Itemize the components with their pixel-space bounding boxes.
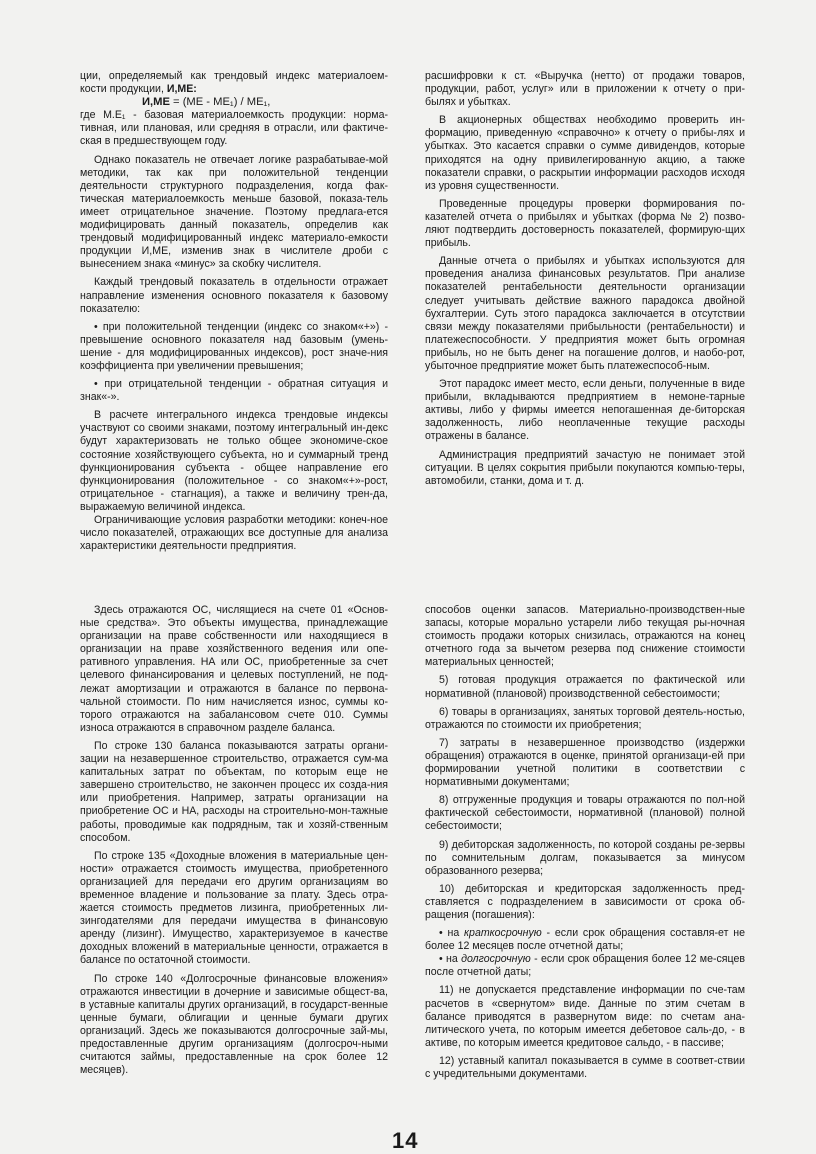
paragraph: Ограничивающие условия разработки методики: конеч-ное число показателей, отражающих все доступные для анализа характеристики деятельности предприятия. [80, 514, 388, 553]
paragraph: Данные отчета о прибылях и убытках используются для проведения анализа финансовых результатов. При анализе показателей рентабельности деятельности организации следует учитывать действие важного парадокса двойной бухгалтерии. Суть этого парадокса заключается в отсутствии связи между показателями прибыльности (рентабельности) и платежеспособности. У предприятия может быть огромная прибыль, но не быть денег на погашение долгов, и наобо-рот, убыточное предприятие может быть платежеспособ-ным. [425, 255, 745, 372]
list-item: 8) отгруженные продукция и товары отражаются по пол-ной фактической себестоимости, нормативной (плановой) полной себестоимости; [425, 794, 745, 833]
list-item: 9) дебиторская задолженность, по которой созданы ре-зервы по сомнительным долгам, показывается за минусом образованного резерва; [425, 838, 745, 877]
bullet-item: • при отрицательной тенденции - обратная ситуация и знак«-». [80, 378, 388, 404]
paragraph [80, 70, 388, 96]
paragraph: способов оценки запасов. Материально-производствен-ные запасы, которые морально устарели либо текущая ры-ночная стоимость продажи которых снизилась, отражаются на конец отчетного года за вычетом резерва под снижение стоимости материальных ценностей; [425, 604, 745, 669]
bullet-text: - если срок обращения составля-ет не более 12 месяцев после отчетной даты; [425, 927, 745, 953]
paragraph: Администрация предприятий зачастую не понимает этой ситуации. В целях сокрытия прибыли покупаются компью-теры, автомобили, станки, дома и т. д. [425, 448, 745, 487]
bullet-item [425, 953, 745, 979]
list-item: 12) уставный капитал показывается в сумме в соответ-ствии с учредительными документами. [425, 1054, 745, 1080]
bullet-item [425, 927, 745, 953]
paragraph: По строке 135 «Доходные вложения в материальные цен-ности» отражается стоимость имущества, приобретенного организацией для передачи его другим организациям во временное владение и пользование за плату. Здесь отра-жается стоимость предметов лизинга, приобретенных ли-зингодателями для передачи имущества в финансовую аренду (лизинг). Имущество, характеризуемое в качестве доходных вложений в материальные ценности, отражается в балансе по остаточной стоимости. [80, 849, 388, 967]
paragraph-text: ции, определяемый как трендовый индекс материалоем-кости продукции, [80, 70, 388, 96]
formula-lhs: И,МЕ [142, 96, 170, 109]
list-item: 10) дебиторская и кредиторская задолженность пред-ставляется с подразделением в зависимости от срока об-ращения (погашения): [425, 882, 745, 921]
paragraph: где М.Е₁ - базовая материалоемкость продукции: норма-тивная, или плановая, или средняя в отрасли, или фактиче-ская в предшествующем году. [80, 109, 388, 148]
bullet-text: - если срок обращения более 12 ме-сяцев после отчетной даты; [425, 953, 745, 979]
paragraph: В расчете интегрального индекса трендовые индексы участвуют со своими знаками, поэтому интегральный ин-декс будут характеризовать не только общее экономиче-ское состояние хозяйствующего субъекта, но и суммарный тренд функционирования субъекта - общее направление его функционирования (положительное - со знаком«+»-рост, отрицательное - стагнация), а также и величину трен-да, выражаемую величиной индекса. [80, 409, 388, 513]
paragraph: Каждый трендовый показатель в отдельности отражает направление изменения основного показателя к базовому показателю: [80, 276, 388, 315]
column-top-right [425, 70, 745, 488]
bullet-text: • на [439, 953, 458, 966]
paragraph: Здесь отражаются ОС, числящиеся на счете 01 «Основ-ные средства». Это объекты имущества, принадлежащие организации на праве собственности или находящиеся в организации на праве хозяйственного ведения или опе-ративного управления. НА или ОС, приобретенные за счет целевого финансирования и целевых поступлений, не под-лежат амортизации и отражаются в балансе по первона-чальной стоимости. По ним начисляется износ, суммы ко-торого отражаются на забалансовом счете 010. Суммы износа отражаются в справочном разделе баланса. [80, 604, 388, 734]
paragraph: В акционерных обществах необходимо проверить ин-формацию, приведенную «справочно» к отчету о прибы-лях и убытках. Это касается справки о сумме дивидендов, которые приходятся на одну привилегированную акцию, а также показатели справки, о раскрытии информации расходов исходя из уровня существенности. [425, 114, 745, 192]
bullet-text: • на [439, 927, 460, 940]
column-bottom-left [80, 604, 388, 1077]
index-label: И,МЕ: [166, 83, 197, 96]
page-number: 14 [392, 1128, 419, 1153]
column-bottom-right [425, 604, 745, 1081]
bullet-item: • при положительной тенденции (индекс со знаком«+») - превышение основного показателя над базовым (умень-шение - для модифицированных индексов), рост значе-ния коэффициента при увеличении превышения; [80, 320, 388, 372]
emphasis-text: долгосрочную [461, 953, 531, 966]
paragraph: Однако показатель не отвечает логике разрабатывае-мой методики, так как при положительной тенденции деятельности структурного подразделения, когда фак-тическая материалоемкость меньше базовой, показа-тель имеет отрицательное значение. Поэтому предлага-ется модифицировать данный показатель, определив как трендовый модифицированный индекс материало-емкости продукции И,МЕ, изменив знак в числителе дроби с вынесением знака «минус» за скобку числителя. [80, 153, 388, 271]
list-item: 5) готовая продукция отражается по фактической или нормативной (плановой) производственной себестоимости; [425, 674, 745, 700]
paragraph: Проведенные процедуры проверки формирования по-казателей отчета о прибылях и убытках (форма № 2) позво-ляют подтвердить достоверность показателей, формирую-щих прибыль. [425, 197, 745, 250]
paragraph: По строке 140 «Долгосрочные финансовые вложения» отражаются инвестиции в дочерние и зависимые общест-ва, в уставные капиталы других организаций, в государст-венные ценные бумаги, облигации и ценные бумаги других организаций. Здесь же показываются долгосрочные зай-мы, предоставленные другим организациям (долгосроч-ными считаются займы, предоставленные на срок более 12 месяцев). [80, 972, 388, 1077]
list-item: 11) не допускается представление информации по сче-там расчетов в «свернутом» виде. Данные по этим счетам в балансе приводятся в развернутом виде: по счетам ана-литического учета, по которым имеется дебетовое саль-до, - в активе, по которым имеется кредитовое сальдо, - в пассиве; [425, 984, 745, 1049]
list-item: 7) затраты в незавершенное производство (издержки обращения) отражаются в оценке, принятой организаци-ей при формировании учетной политики в соответствии с нормативными документами; [425, 736, 745, 789]
emphasis-text: краткосрочную [464, 927, 542, 940]
paragraph: По строке 130 баланса показываются затраты органи-зации на незавершенное строительство, отражается сум-ма капитальных затрат по объектам, по которым еще не завершено строительство, не закончен процесс их созда-ния или приобретения. Например, затраты организации на приобретение ОС и НА, расходы на строительно-мон-тажные работы, проводимые как подрядным, так и хозяй-ственным способом. [80, 739, 388, 844]
list-item: 6) товары в организациях, занятых торговой деятель-ностью, отражаются по стоимости их приобретения; [425, 705, 745, 731]
column-top-left [80, 70, 388, 553]
formula-rhs: = (МЕ - МЕ₁) / МЕ₁, [173, 96, 271, 109]
formula [80, 96, 388, 109]
paragraph: Этот парадокс имеет место, если деньги, полученные в виде прибыли, вкладываются предприятием в немоне-тарные активы, либо у фирмы имеется непогашенная де-биторская задолженность, либо неоплаченные текущие расходы отражены в балансе. [425, 378, 745, 443]
paragraph: расшифровки к ст. «Выручка (нетто) от продажи товаров, продукции, работ, услуг» или в приложении к отчету о при-былях и убытках. [425, 70, 745, 109]
